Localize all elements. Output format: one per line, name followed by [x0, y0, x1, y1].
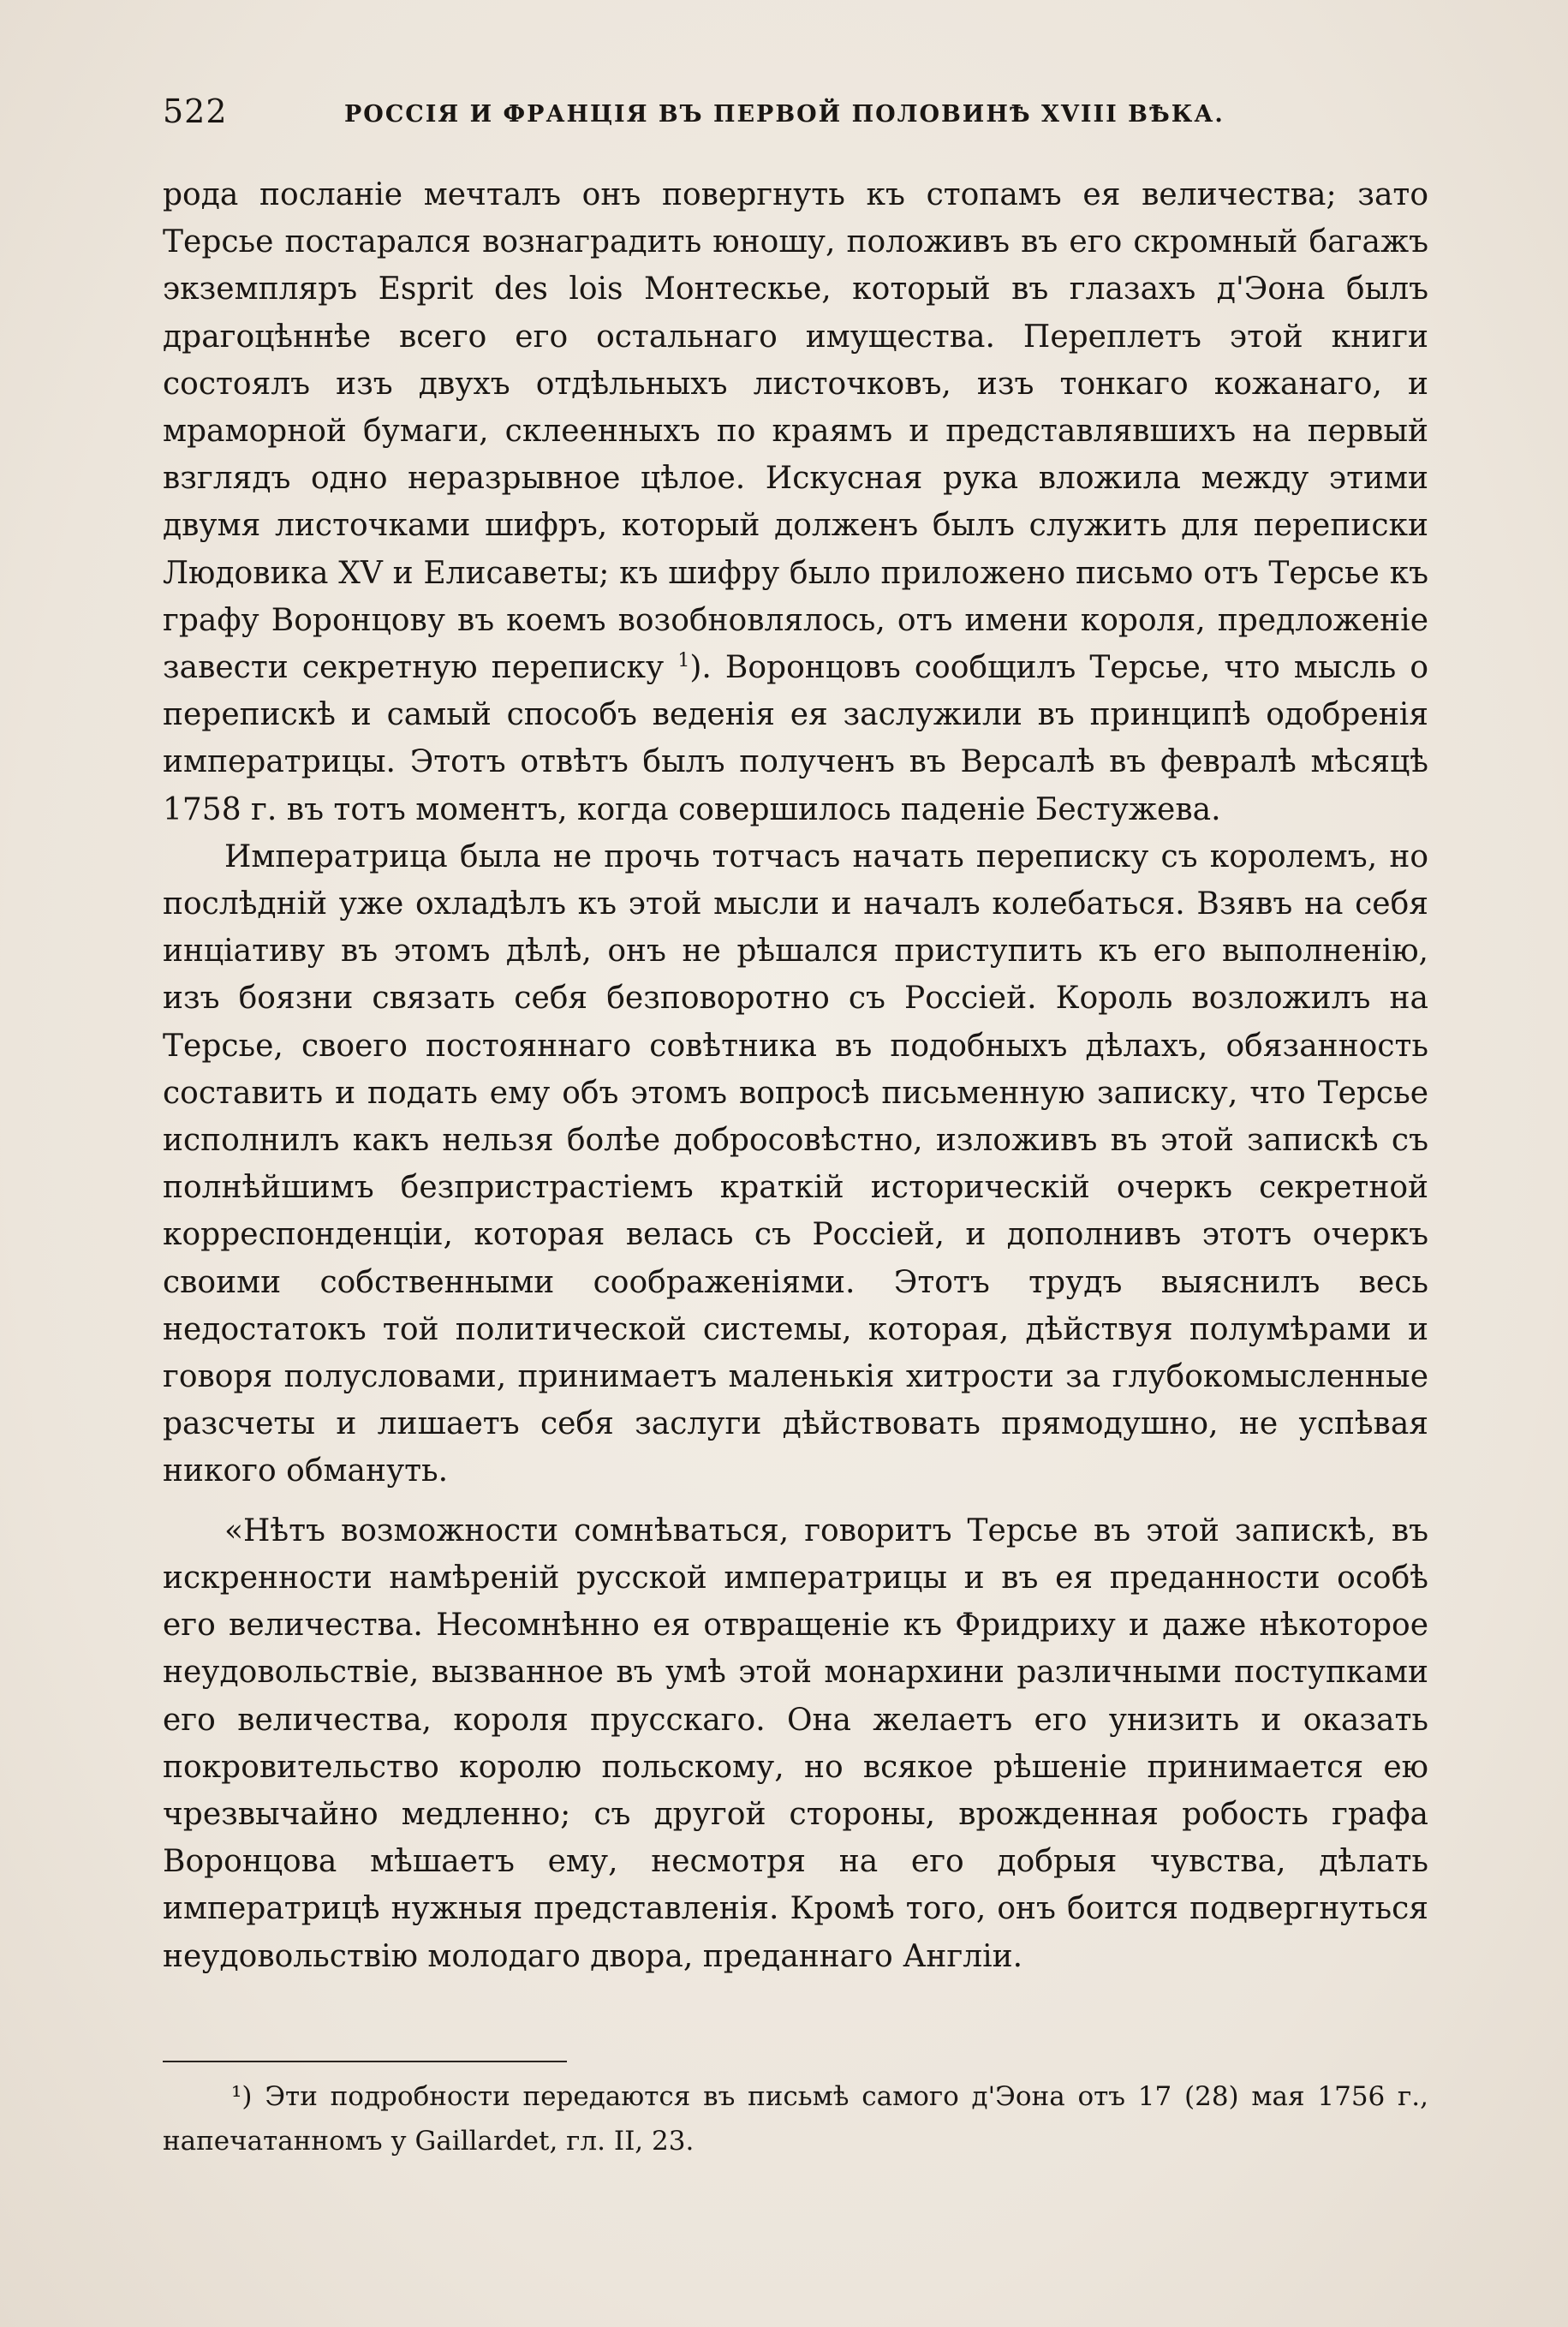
footnote-divider	[163, 2061, 567, 2062]
footnote	[163, 2074, 1428, 2163]
paragraph-3: «Нѣтъ возможности сомнѣваться, говоритъ Терсье въ этой запискѣ, въ искренности намѣреній русской императрицы и въ ея преданности особѣ его величества. Несомнѣнно ея отвращеніе къ Фридриху и даже нѣкоторое неудовольствіе, вызванное въ умѣ этой монархини различными поступками его величества, короля прусскаго. Она желаетъ его унизить и оказать покровительство королю польскому, но всякое рѣшеніе принимается ею чрезвычайно медленно; съ другой стороны, врожденная робость графа Воронцова мѣшаетъ ему, несмотря на его добрыя чувства, дѣлать императрицѣ нужныя представленія. Кромѣ того, онъ боится подвергнуться неудовольствію молодаго двора, преданнаго Англіи.	[163, 1513, 1428, 1974]
main-text	[163, 171, 1428, 1980]
page-number: 522	[163, 92, 228, 130]
paragraph-1	[163, 171, 1428, 833]
running-title: РОССІЯ И ФРАНЦІЯ ВЪ ПЕРВОЙ ПОЛОВИНѢ XVIII ВѢКА.	[344, 101, 1225, 128]
footnote-marker: ¹)	[231, 2081, 253, 2112]
footnote-text: Эти подробности передаются въ письмѣ самого д'Эона отъ 17 (28) мая 1756 г., напечатанномъ у Gaillardet, гл. II, 23.	[163, 2081, 1428, 2157]
paragraph-1-text-a: рода посланіе мечталъ онъ повергнуть къ стопамъ ея величества; зато Терсье постарался вознаградить юношу, положивъ въ его скромный багажъ экземпляръ Esprit des lois Монтескье, который въ глазахъ д'Эона былъ драгоцѣннѣе всего его остальнаго имущества. Переплетъ этой книги состоялъ изъ двухъ отдѣльныхъ листочковъ, изъ тонкаго кожанаго, и мраморной бумаги, склеенныхъ по краямъ и представлявшихъ на первый взглядъ одно неразрывное цѣлое. Искусная рука вложила между этими двумя листочками шифръ, который долженъ былъ служить для переписки Людовика XV и Елисаветы; къ шифру было приложено письмо отъ Терсье къ графу Воронцову въ коемъ возобновлялось, отъ имени короля, предложеніе завести секретную переписку	[163, 177, 1428, 686]
paragraph-1-text-b: ). Воронцовъ сообщилъ Терсье, что мысль о перепискѣ и самый способъ веденія ея заслужили въ принципѣ одобренія императрицы. Этотъ отвѣтъ былъ полученъ въ Версалѣ въ февралѣ мѣсяцѣ 1758 г. въ тотъ моментъ, когда совершилось паденіе Бестужева.	[163, 650, 1428, 827]
page-header	[163, 92, 1428, 144]
footnote-reference: 1	[677, 650, 690, 672]
paragraph-2: Императрица была не прочь тотчасъ начать переписку съ королемъ, но послѣдній уже охладѣлъ къ этой мысли и началъ колебаться. Взявъ на себя инціативу въ этомъ дѣлѣ, онъ не рѣшался приступить къ его выполненію, изъ боязни связать себя безповоротно съ Россіей. Король возложилъ на Терсье, своего постояннаго совѣтника въ подобныхъ дѣлахъ, обязанность составить и подать ему объ этомъ вопросѣ письменную записку, что Терсье исполнилъ какъ нельзя болѣе добросовѣстно, изложивъ въ этой запискѣ съ полнѣйшимъ безпристрастіемъ краткій историческій очеркъ секретной корреспонденціи, которая велась съ Россіей, и дополнивъ этотъ очеркъ своими собственными соображеніями. Этотъ трудъ выяснилъ весь недостатокъ той политической системы, которая, дѣйствуя полумѣрами и говоря полусловами, принимаетъ маленькія хитрости за глубокомысленные разсчеты и лишаетъ себя заслуги дѣйствовать прямодушно, не успѣвая никого обмануть.	[163, 838, 1428, 1489]
